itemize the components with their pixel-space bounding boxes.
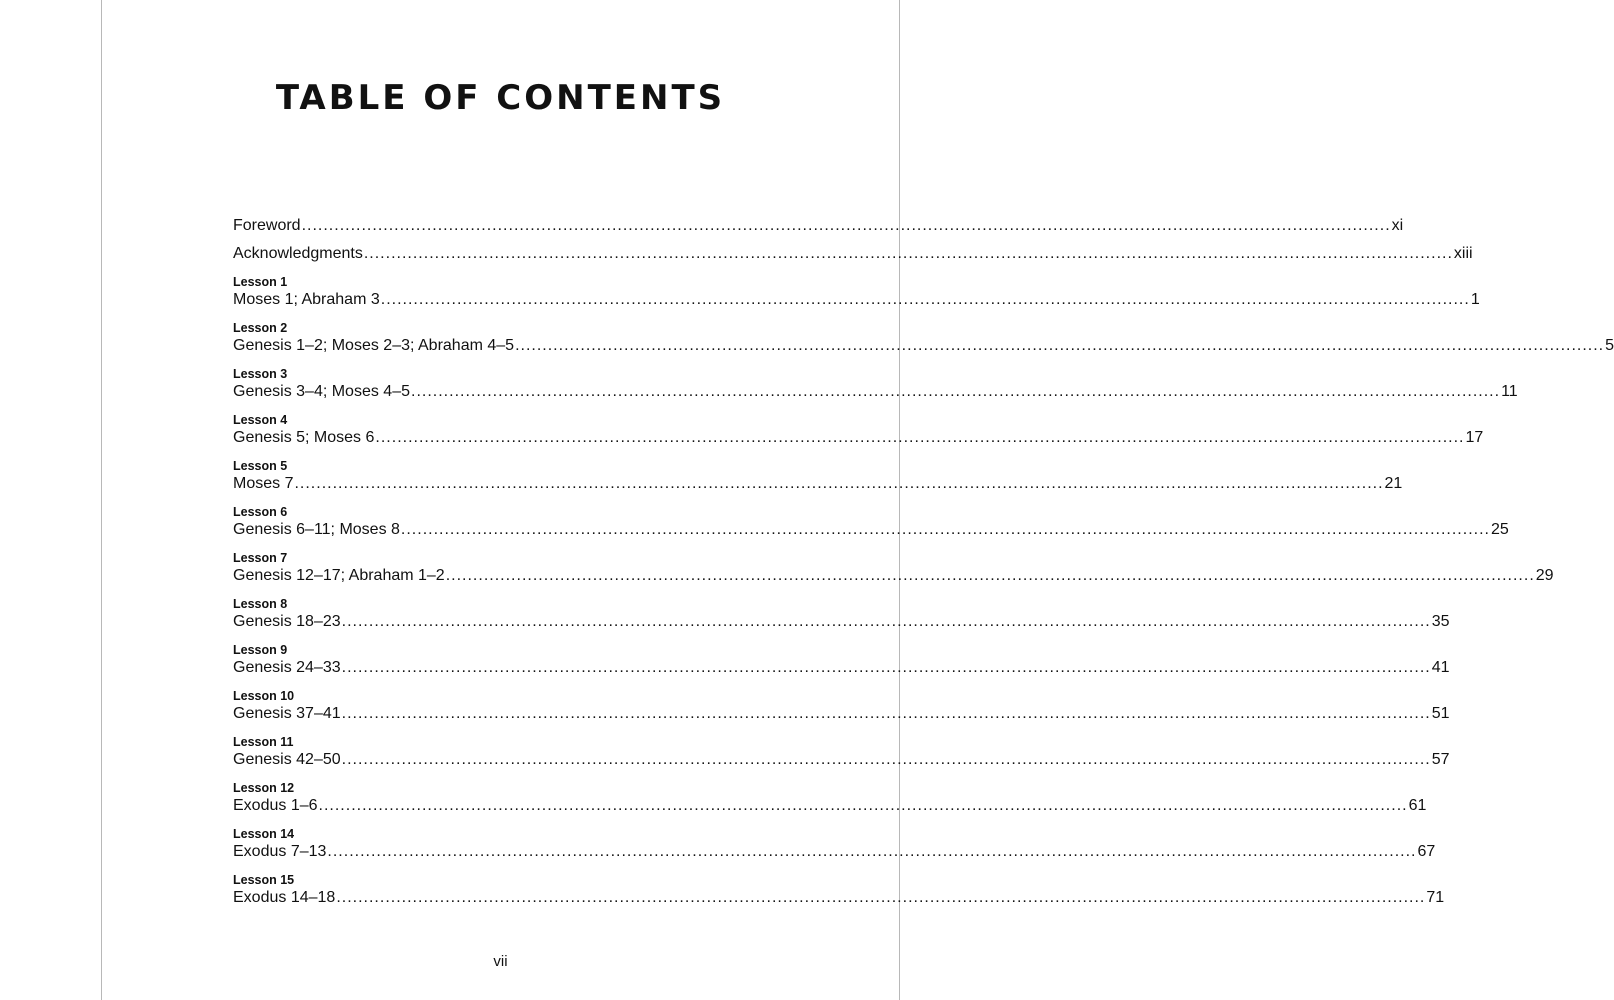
toc-entry-title: Genesis 24–33 <box>233 659 341 676</box>
toc-page-number: 35 <box>1431 613 1450 630</box>
toc-page-number: 71 <box>1426 889 1445 906</box>
toc-entry-lesson[interactable] <box>233 316 1614 362</box>
toc-page-number: 21 <box>1384 475 1403 492</box>
toc-entry-title: Genesis 1–2; Moses 2–3; Abraham 4–5 <box>233 337 515 354</box>
book-page <box>101 0 1614 1000</box>
toc-entry-title: Genesis 18–23 <box>233 613 341 630</box>
lesson-number: Lesson 4 <box>233 413 288 427</box>
lesson-number: Lesson 1 <box>233 275 288 289</box>
dot-leader: ........................................................................................................................................................................................................ <box>341 705 1431 722</box>
toc-entry-title: Moses 7 <box>233 475 294 492</box>
toc-entry-lesson[interactable] <box>233 592 1450 638</box>
toc-entry-foreword[interactable] <box>233 214 1404 242</box>
toc-page-number: 51 <box>1431 705 1450 722</box>
toc-page-number: 11 <box>1501 383 1518 400</box>
lesson-number: Lesson 10 <box>233 689 295 703</box>
toc-entry-title: Acknowledgments <box>233 245 363 262</box>
toc-entry-lesson[interactable] <box>233 822 1436 868</box>
dot-leader: ........................................................................................................................................................................................................ <box>445 567 1535 584</box>
toc-entry-title: Exodus 1–6 <box>233 797 318 814</box>
dot-leader: ........................................................................................................................................................................................................ <box>327 843 1417 860</box>
toc-entry-lesson[interactable] <box>233 454 1403 500</box>
toc-entry-title: Genesis 37–41 <box>233 705 341 722</box>
toc-entry-title: Foreword <box>233 217 301 234</box>
toc-entry-acknowledgments[interactable] <box>233 242 1473 270</box>
dot-leader: ........................................................................................................................................................................................................ <box>363 245 1453 262</box>
toc-page-number: 17 <box>1465 429 1484 446</box>
dot-leader: ........................................................................................................................................................................................................ <box>318 797 1408 814</box>
toc-page-number: 1 <box>1470 291 1480 308</box>
toc-page-number: 57 <box>1431 751 1450 768</box>
dot-leader: ........................................................................................................................................................................................................ <box>341 751 1431 768</box>
page-number-footer: vii <box>493 953 508 970</box>
dot-leader: ........................................................................................................................................................................................................ <box>336 889 1426 906</box>
toc-page-number: 29 <box>1535 567 1554 584</box>
lesson-number: Lesson 2 <box>233 321 288 335</box>
toc-page-number: 5 <box>1605 337 1614 354</box>
lesson-number: Lesson 5 <box>233 459 288 473</box>
table-of-contents <box>233 214 1614 914</box>
lesson-number: Lesson 8 <box>233 597 288 611</box>
toc-entry-lesson[interactable] <box>233 684 1450 730</box>
dot-leader: ........................................................................................................................................................................................................ <box>294 475 1384 492</box>
toc-entry-lesson[interactable] <box>233 730 1450 776</box>
dot-leader: ........................................................................................................................................................................................................ <box>411 383 1501 400</box>
toc-page-number: xi <box>1391 217 1404 234</box>
lesson-number: Lesson 7 <box>233 551 288 565</box>
toc-entry-title: Exodus 7–13 <box>233 843 327 860</box>
toc-entry-title: Moses 1; Abraham 3 <box>233 291 380 308</box>
page-title: TABLE OF CONTENTS <box>275 78 726 118</box>
lesson-number: Lesson 3 <box>233 367 288 381</box>
toc-entry-lesson[interactable] <box>233 546 1554 592</box>
toc-page-number: 67 <box>1417 843 1436 860</box>
toc-entry-title: Genesis 12–17; Abraham 1–2 <box>233 567 445 584</box>
dot-leader: ........................................................................................................................................................................................................ <box>375 429 1465 446</box>
toc-entry-lesson[interactable] <box>233 362 1518 408</box>
toc-page-number: 25 <box>1490 521 1509 538</box>
toc-entry-title: Genesis 3–4; Moses 4–5 <box>233 383 410 400</box>
toc-entry-lesson[interactable] <box>233 270 1480 316</box>
toc-entry-lesson[interactable] <box>233 638 1450 684</box>
dot-leader: ........................................................................................................................................................................................................ <box>400 521 1490 538</box>
toc-entry-title: Exodus 14–18 <box>233 889 336 906</box>
lesson-number: Lesson 12 <box>233 781 295 795</box>
toc-entry-title: Genesis 5; Moses 6 <box>233 429 375 446</box>
lesson-number: Lesson 6 <box>233 505 288 519</box>
toc-entry-lesson[interactable] <box>233 776 1427 822</box>
toc-entry-lesson[interactable] <box>233 500 1509 546</box>
toc-page-number: 61 <box>1408 797 1427 814</box>
toc-page-number: 41 <box>1431 659 1450 676</box>
dot-leader: ........................................................................................................................................................................................................ <box>341 613 1431 630</box>
lesson-number: Lesson 15 <box>233 873 295 887</box>
dot-leader: ........................................................................................................................................................................................................ <box>301 217 1391 234</box>
lesson-number: Lesson 14 <box>233 827 295 841</box>
dot-leader: ........................................................................................................................................................................................................ <box>341 659 1431 676</box>
dot-leader: ........................................................................................................................................................................................................ <box>380 291 1470 308</box>
toc-entry-title: Genesis 6–11; Moses 8 <box>233 521 400 538</box>
dot-leader: ........................................................................................................................................................................................................ <box>515 337 1605 354</box>
lesson-number: Lesson 9 <box>233 643 288 657</box>
toc-entry-title: Genesis 42–50 <box>233 751 341 768</box>
lesson-number: Lesson 11 <box>233 735 294 749</box>
toc-entry-lesson[interactable] <box>233 868 1445 914</box>
toc-page-number: xiii <box>1453 245 1473 262</box>
toc-entry-lesson[interactable] <box>233 408 1484 454</box>
